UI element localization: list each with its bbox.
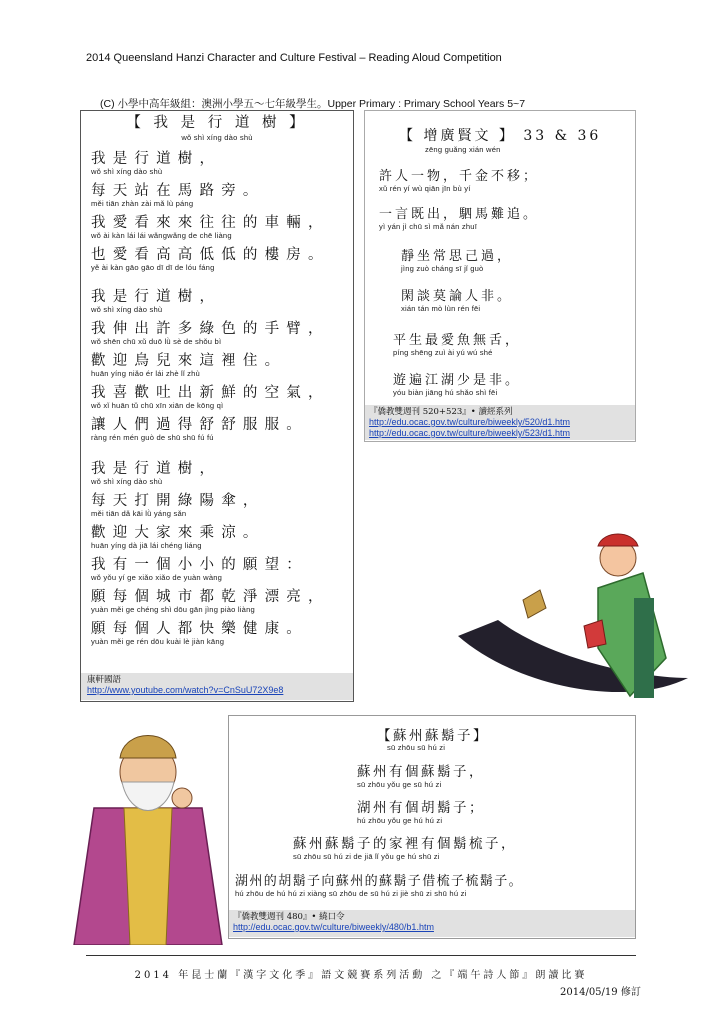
poem-line: 我伸出許多綠色的手臂， wǒ shēn chū xǔ duō lǜ sè de shǒu bì <box>91 321 330 346</box>
poem-title: 【 我 是 行 道 樹 】 <box>126 115 308 131</box>
poem-line: 歡迎大家來乘涼。 huān yíng dà jiā lái chéng liáng <box>91 525 265 550</box>
tongue-twister-box <box>228 715 636 939</box>
poem-line: 我是行道樹， wǒ shì xíng dào shù <box>91 289 222 314</box>
twister-title-pinyin: sū zhōu sū hú zi <box>387 743 446 752</box>
proverb-line: 一言既出，駟馬難追。 yì yán jì chū sì mǎ nán zhuī <box>379 207 540 231</box>
proverb-box <box>364 110 636 442</box>
poem-line: 我是行道樹， wǒ shì xíng dào shù <box>91 151 222 176</box>
footer-text: 2014 年昆士蘭『漢字文化季』語文競賽系列活動 之『端午詩人節』朗讀比賽 <box>134 970 588 981</box>
twister-line: 湖州有個胡鬍子； hú zhōu yǒu ge hú hú zi <box>357 800 485 825</box>
poem-line: 願每個人都快樂健康。 yuàn měi ge rén dōu kuài lè jiàn kāng <box>91 621 308 646</box>
bearded-man-illustration <box>398 528 688 718</box>
twister-line: 蘇州有個蘇鬍子， sū zhōu yǒu ge sū hú zi <box>357 764 485 789</box>
twister-line: 蘇州蘇鬍子的家裡有個鬍梳子， sū zhōu sū hú zi de jiā lǐ yǒu ge hú shū zi <box>293 836 517 861</box>
poem-line: 我愛看來來往往的車輛， wǒ ài kàn lái lái wǎngwǎng de chē liàng <box>91 215 330 240</box>
proverb-source: 『僑教雙週刊 520+523』• 讀經系列 http://edu.ocac.gov.tw/culture/biweekly/520/d1.htm http://edu.ocac.gov.tw/culture/biweekly/523/d1.htm <box>365 405 635 440</box>
poem-line: 每天站在馬路旁。 měi tiān zhàn zài mǎ lù páng <box>91 183 265 208</box>
proverb-line: 平生最愛魚無舌， píng shēng zuì ài yú wú shé <box>393 333 522 357</box>
poem-line: 也愛看高高低低的樓房。 yě ài kàn gāo gāo dī dī de lóu fáng <box>91 247 330 272</box>
poem-source: 康軒國語 http://www.youtube.com/watch?v=CnSuU72X9e8 <box>81 673 353 700</box>
section-label: (C) 小學中高年級組：澳洲小學五～七年級學生。Upper Primary : Primary School Years 5~7 <box>100 98 526 110</box>
biweekly-480-link[interactable]: http://edu.ocac.gov.tw/culture/biweekly/480/b1.htm <box>233 922 434 932</box>
proverb-line: 許人一物，千金不移； xǔ rén yí wù qiān jīn bù yí <box>379 169 540 193</box>
poem-box <box>80 110 354 702</box>
twister-title: 【蘇州蘇鬍子】 <box>377 728 489 744</box>
poem-line: 我喜歡吐出新鮮的空氣， wǒ xǐ huān tǔ chū xīn xiān de kōng qì <box>91 385 330 410</box>
proverb-line: 遊遍江湖少是非。 yóu biàn jiāng hú shǎo shì fēi <box>393 373 522 397</box>
footer-rule <box>86 955 636 956</box>
biweekly-523-link[interactable]: http://edu.ocac.gov.tw/culture/biweekly/523/d1.htm <box>369 428 570 438</box>
poem-line: 每天打開綠陽傘， měi tiān dǎ kāi lǜ yáng sǎn <box>91 493 265 518</box>
twister-source: 『僑教雙週刊 480』• 繞口令 http://edu.ocac.gov.tw/culture/biweekly/480/b1.htm <box>229 910 635 937</box>
footer-date: 2014/05/19 修訂 <box>560 987 641 998</box>
poem-title-pinyin: wǒ shì xíng dào shù <box>181 133 253 142</box>
proverb-line: 靜坐常思己過， jìng zuò cháng sī jǐ guò <box>401 249 514 273</box>
poem-line: 我有一個小小的願望： wǒ yǒu yí ge xiǎo xiǎo de yuàn wàng <box>91 557 308 582</box>
poem-line: 我是行道樹， wǒ shì xíng dào shù <box>91 461 222 486</box>
old-man-illustration <box>64 720 232 945</box>
poem-line: 願每個城市都乾淨漂亮， yuàn měi ge chéng shì dōu gān jìng piào liàng <box>91 589 330 614</box>
biweekly-520-link[interactable]: http://edu.ocac.gov.tw/culture/biweekly/520/d1.htm <box>369 417 570 427</box>
proverb-title-pinyin: zēng guǎng xián wén <box>425 145 501 154</box>
poem-line: 讓人們過得舒舒服服。 ràng rén mén guò de shū shū fú fú <box>91 417 308 442</box>
youtube-link[interactable]: http://www.youtube.com/watch?v=CnSuU72X9e8 <box>87 685 284 695</box>
page-header: 2014 Queensland Hanzi Character and Culture Festival – Reading Aloud Competition <box>86 52 502 64</box>
poem-line: 歡迎鳥兒來這裡住。 huān yíng niǎo ér lái zhè lǐ zhù <box>91 353 287 378</box>
proverb-line: 閑談莫論人非。 xián tán mò lùn rén fēi <box>401 289 514 313</box>
proverb-title: 【 增廣賢文 】 33 & 36 <box>399 128 602 144</box>
twister-line: 湖州的胡鬍子向蘇州的蘇鬍子借梳子梳鬍子。 hú zhōu de hú hú zi xiàng sū zhōu de sū hú zi jiè shū zi shū hú zi <box>235 874 524 898</box>
